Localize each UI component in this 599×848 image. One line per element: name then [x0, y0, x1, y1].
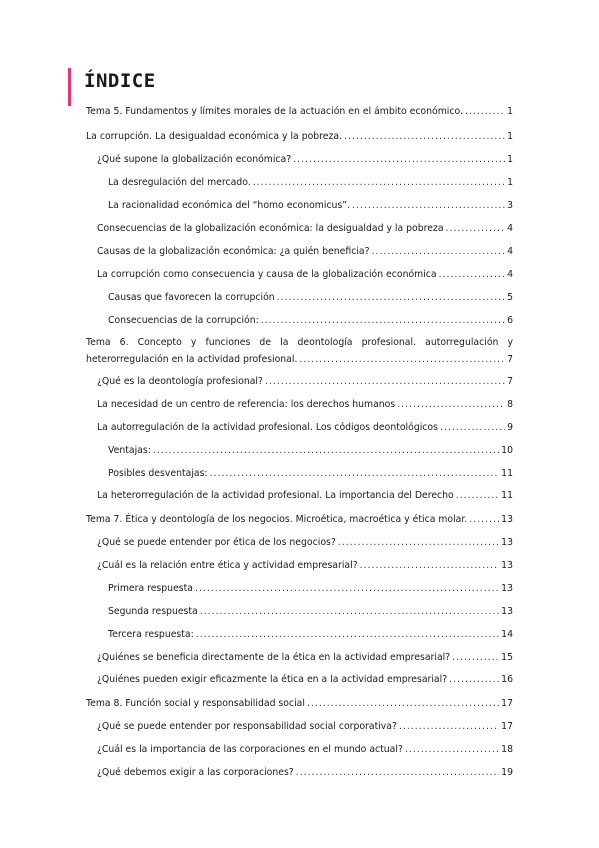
page-title: ÍNDICE — [84, 70, 156, 92]
toc-entry-text: ¿Quiénes se beneficia directamente de la ética en la actividad empresarial? — [97, 652, 451, 663]
toc-entry-text-line1: Tema 6. Concepto y funciones de la deontología profesional. autorregulación y — [86, 337, 513, 348]
toc-page-number: 13 — [501, 560, 513, 571]
leader-dots — [153, 445, 499, 457]
toc-entry-consecuencias-globalizacion[interactable] — [97, 223, 513, 235]
toc-page-number: 13 — [501, 537, 513, 548]
toc-entry-corrupcion[interactable] — [86, 131, 513, 143]
toc-entry-text-line2: heterorregulación en la actividad profesional. — [86, 354, 298, 365]
leader-dots — [277, 292, 505, 304]
toc-entry-autorregulacion[interactable] — [97, 422, 513, 434]
toc-entry-tercera-respuesta[interactable] — [108, 629, 513, 641]
leader-dots — [446, 223, 506, 235]
toc-entry-tema-8[interactable] — [86, 698, 513, 710]
toc-entry-etica-negocios[interactable] — [97, 537, 513, 549]
toc-page-number: 4 — [507, 223, 513, 234]
leader-dots — [399, 721, 499, 733]
leader-dots — [449, 674, 499, 686]
toc-entry-text: Consecuencias de la corrupción: — [108, 315, 259, 326]
toc-page-number: 16 — [501, 674, 513, 685]
leader-dots — [200, 606, 499, 618]
toc-entry-exigir-etica[interactable] — [97, 674, 513, 686]
toc-entry-deontologia[interactable] — [97, 376, 513, 388]
toc-entry-beneficia-etica[interactable] — [97, 652, 513, 664]
toc-entry-text: Tema 7. Ética y deontología de los negocios. Microética, macroética y ética molar. — [86, 514, 468, 525]
toc-page-number: 11 — [501, 468, 513, 479]
leader-dots — [397, 399, 505, 411]
toc-page-number: 1 — [507, 154, 513, 165]
toc-page-number: 4 — [507, 246, 513, 257]
toc-page-number: 5 — [507, 292, 513, 303]
leader-dots — [293, 154, 505, 166]
toc-entry-text: ¿Cuál es la relación entre ética y actividad empresarial? — [97, 560, 358, 571]
toc-page-number: 9 — [507, 422, 513, 433]
toc-entry-text: La corrupción. La desigualdad económica y la pobreza. — [86, 131, 343, 142]
leader-dots — [253, 177, 505, 189]
toc-entry-tema-7[interactable] — [86, 514, 513, 526]
title-accent-bar — [68, 68, 71, 106]
leader-dots — [210, 468, 500, 480]
toc-entry-text: Tema 8. Función social y responsabilidad social — [86, 698, 305, 709]
toc-entry-desregulacion[interactable] — [108, 177, 513, 189]
toc-entry-text: ¿Qué supone la globalización económica? — [97, 154, 292, 165]
toc-entry-text: ¿Cuál es la importancia de las corporaciones en el mundo actual? — [97, 744, 403, 755]
toc-entry-text: Causas de la globalización económica: ¿a quién beneficia? — [97, 246, 370, 257]
toc-page-number: 18 — [501, 744, 513, 755]
toc-page-number: 14 — [501, 629, 513, 640]
toc-page-number: 15 — [501, 652, 513, 663]
toc-entry-text: Segunda respuesta — [108, 606, 198, 617]
leader-dots — [265, 376, 505, 388]
toc-entry-text: Primera respuesta — [108, 583, 193, 594]
toc-entry-segunda-respuesta[interactable] — [108, 606, 513, 618]
toc-entry-heterorregulacion[interactable] — [97, 490, 513, 502]
toc-page-number: 7 — [507, 376, 513, 387]
toc-entry-corrupcion-consecuencia[interactable] — [97, 269, 513, 281]
toc-entry-exigir-corporaciones[interactable] — [97, 767, 513, 779]
toc-page-number: 10 — [501, 445, 513, 456]
toc-entry-text: La racionalidad económica del “homo economicus”. — [108, 200, 351, 211]
toc-entry-globalizacion[interactable] — [97, 154, 513, 166]
leader-dots — [360, 560, 500, 572]
leader-dots — [405, 744, 499, 756]
toc-page-number: 13 — [501, 514, 513, 525]
toc-entry-ventajas[interactable] — [108, 445, 513, 457]
toc-entry-tema-5[interactable] — [86, 106, 513, 118]
toc-entry-text: ¿Qué debemos exigir a las corporaciones? — [97, 767, 294, 778]
toc-entry-derechos-humanos[interactable] — [97, 399, 513, 411]
leader-dots — [196, 629, 499, 641]
toc-entry-racionalidad[interactable] — [108, 200, 513, 212]
toc-entry-consecuencias-corrupcion[interactable] — [108, 315, 513, 327]
toc-page-number: 11 — [501, 490, 513, 501]
toc-entry-relacion-etica[interactable] — [97, 560, 513, 572]
toc-page-number: 1 — [507, 177, 513, 188]
leader-dots — [452, 652, 499, 664]
toc-entry-text: Ventajas: — [108, 445, 151, 456]
toc-entry-text: ¿Quiénes pueden exigir eficazmente la ética en a la actividad empresarial? — [97, 674, 448, 685]
toc-entry-text: Causas que favorecen la corrupción — [108, 292, 275, 303]
leader-dots — [439, 269, 505, 281]
leader-dots — [195, 583, 499, 595]
toc-entry-causas-globalizacion[interactable] — [97, 246, 513, 258]
toc-entry-text: Tercera respuesta: — [108, 629, 194, 640]
toc-entry-text: ¿Qué se puede entender por ética de los negocios? — [97, 537, 336, 548]
leader-dots — [338, 537, 499, 549]
leader-dots — [465, 106, 505, 118]
toc-entry-rsc[interactable] — [97, 721, 513, 733]
leader-dots — [440, 422, 505, 434]
toc-page-number: 17 — [501, 721, 513, 732]
toc-entry-text: La corrupción como consecuencia y causa de la globalización económica — [97, 269, 437, 280]
toc-entry-text: Consecuencias de la globalización económica: la desigualdad y la pobreza — [97, 223, 444, 234]
toc-page-number: 19 — [501, 767, 513, 778]
toc-entry-text: La desregulación del mercado. — [108, 177, 251, 188]
leader-dots — [296, 767, 499, 779]
toc-page-number: 1 — [507, 106, 513, 117]
toc-entry-text: La autorregulación de la actividad profesional. Los códigos deontológicos — [97, 422, 438, 433]
toc-page-number: 17 — [501, 698, 513, 709]
toc-entry-text: Tema 5. Fundamentos y límites morales de la actuación en el ámbito económico. — [86, 106, 463, 117]
toc-entry-primera-respuesta[interactable] — [108, 583, 513, 595]
toc-page-number: 4 — [507, 269, 513, 280]
leader-dots — [307, 698, 499, 710]
toc-page-number: 7 — [507, 354, 513, 365]
leader-dots — [352, 200, 505, 212]
leader-dots — [344, 131, 505, 143]
toc-page-number: 3 — [507, 200, 513, 211]
leader-dots — [299, 354, 505, 366]
toc-entry-causas-corrupcion[interactable] — [108, 292, 513, 304]
leader-dots — [456, 490, 499, 502]
toc-entry-text: ¿Qué se puede entender por responsabilidad social corporativa? — [97, 721, 397, 732]
leader-dots — [469, 514, 499, 526]
leader-dots — [372, 246, 506, 258]
toc-entry-desventajas[interactable] — [108, 468, 513, 480]
toc-entry-importancia-corporaciones[interactable] — [97, 744, 513, 756]
toc-page-number: 1 — [507, 131, 513, 142]
toc-entry-tema-6[interactable] — [86, 337, 513, 366]
toc-entry-text: La heterorregulación de la actividad profesional. La importancia del Derecho — [97, 490, 454, 501]
toc-page-number: 13 — [501, 606, 513, 617]
toc-page-number: 13 — [501, 583, 513, 594]
toc-page-number: 8 — [507, 399, 513, 410]
toc-page-number: 6 — [507, 315, 513, 326]
toc-entry-text: Posibles desventajas: — [108, 468, 208, 479]
toc-entry-text: La necesidad de un centro de referencia: los derechos humanos — [97, 399, 396, 410]
toc-entry-text: ¿Qué es la deontología profesional? — [97, 376, 263, 387]
leader-dots — [261, 315, 505, 327]
